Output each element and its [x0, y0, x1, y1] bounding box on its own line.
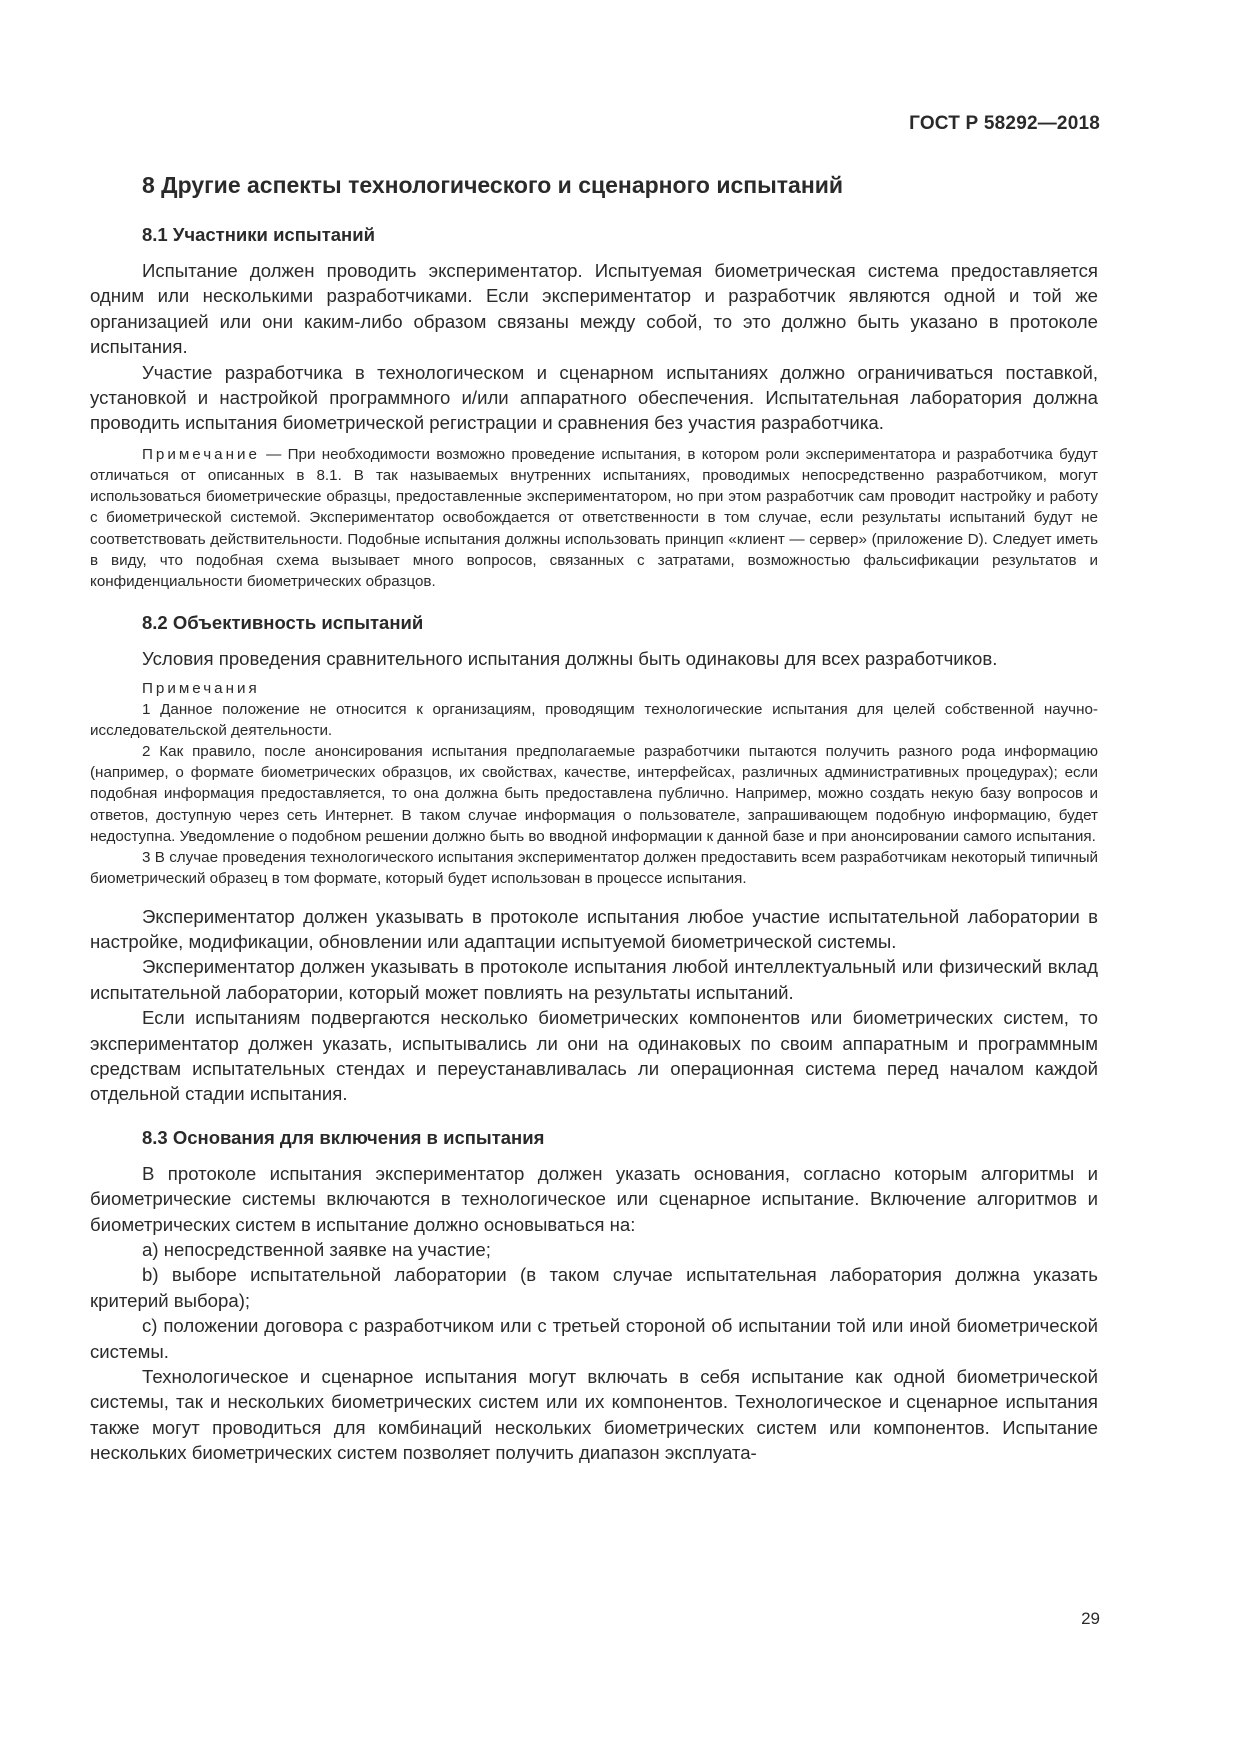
paragraph: В протоколе испытания экспериментатор должен указать основания, согласно которым алгоритмы и биометрические системы включаются в технологическое или сценарное испытание. Включение алгоритмов и биометрических систем в испытание должно основываться на:: [90, 1162, 1098, 1235]
paragraph: Если испытаниям подвергаются несколько биометрических компонентов или биометрических систем, то экспериментатор должен указать, испытывались ли они на одинаковых по своим аппаратным и программным средствам испытательных стендах и переустанавливалась ли операционная система перед началом каждой отдельной стадии испытания.: [90, 1007, 1098, 1105]
page-number: 29: [1081, 1609, 1100, 1628]
document-id: ГОСТ Р 58292—2018: [909, 113, 1100, 134]
paragraph: Участие разработчика в технологическом и сценарном испытаниях должно ограничиваться поставкой, установкой и настройкой программного и/или аппаратного обеспечения. Испытательная лаборатория должна проводить испытания биометрической регистрации и сравнения без участия разработчика.: [90, 361, 1098, 434]
paragraph: Испытание должен проводить экспериментатор. Испытуемая биометрическая система предоставляется одним или несколькими разработчиками. Если экспериментатор и разработчик являются одной и той же организацией или они каким-либо образом связаны между собой, то это должно быть указано в протоколе испытания.: [90, 260, 1098, 358]
note: [90, 444, 1098, 592]
paragraph: Экспериментатор должен указывать в протоколе испытания любой интеллектуальный или физический вклад испытательной лаборатории, который может повлиять на результаты испытаний.: [90, 956, 1098, 1003]
list-item-b: b) выборе испытательной лаборатории (в таком случае испытательная лаборатория должна указать критерий выбора);: [90, 1264, 1098, 1311]
note-3: 3 В случае проведения технологического испытания экспериментатор должен предоставить всем разработчикам некоторый типичный биометрический образец в том формате, который будет использован в процессе испытания.: [90, 849, 1098, 888]
page-content: [90, 170, 1098, 1466]
note-text: — При необходимости возможно проведение испытания, в котором роли экспериментатора и разработчика будут отличаться от описанных в 8.1. В так называемых внутренних испытаниях, проводимых непосредственно разработчиком, могут использоваться биометрические образцы, предоставленные экспериментатором, но при этом разработчик сам проводит настройку и работу с биометрической системой. Экспериментатор освобождается от ответственности в том случае, если результаты испытаний будут не соответствовать действительности. Подобные испытания должны использовать принцип «клиент — сервер» (приложение D). Следует иметь в виду, что подобная схема вызывает много вопросов, связанных с затратами, возможностью фальсификации результатов и конфиденциальности биометрических образцов.: [90, 445, 1098, 591]
note-2: 2 Как правило, после анонсирования испытания предполагаемые разработчики пытаются получить разного рода информацию (например, о формате биометрических образцов, их свойствах, качестве, интерфейсах, различных административных процедурах); если подобная информация предоставляется, то она должна быть предоставлена публично. Например, можно создать некую базу вопросов и ответов, доступную через сеть Интернет. В таком случае информация о пользователе, запрашивающем подобную информацию, будет недоступна. Уведомление о подобном решении должно быть во вводной информации к данной базе и при анонсировании самого испытания.: [90, 743, 1098, 845]
note-label: Примечание: [142, 445, 260, 463]
paragraph: Экспериментатор должен указывать в протоколе испытания любое участие испытательной лаборатории в настройке, модификации, обновлении или адаптации испытуемой биометрической системы.: [90, 905, 1098, 952]
note-1: 1 Данное положение не относится к организациям, проводящим технологические испытания для целей собственной научно-исследовательской деятельности.: [90, 700, 1098, 739]
subsection-title-8-2: 8.2 Объективность испытаний: [142, 612, 424, 634]
paragraph: Технологическое и сценарное испытания могут включать в себя испытание как одной биометрической системы, так и нескольких биометрических систем или их компонентов. Технологическое и сценарное испытания также могут проводиться для комбинаций нескольких биометрических систем или компонентов. Испытание нескольких биометрических систем позволяет получить диапазон эксплуата-: [90, 1366, 1098, 1464]
subsection-title-8-3: 8.3 Основания для включения в испытания: [142, 1126, 545, 1148]
notes-label: Примечания: [142, 679, 260, 697]
paragraph: Условия проведения сравнительного испытания должны быть одинаковы для всех разработчиков.: [142, 648, 998, 670]
section-title: 8 Другие аспекты технологического и сценарного испытаний: [142, 172, 844, 198]
list-item-c: c) положении договора с разработчиком или с третьей стороной об испытании той или иной биометрической системы.: [90, 1315, 1098, 1362]
list-item-a: a) непосредственной заявке на участие;: [142, 1238, 491, 1260]
subsection-title-8-1: 8.1 Участники испытаний: [142, 224, 375, 245]
